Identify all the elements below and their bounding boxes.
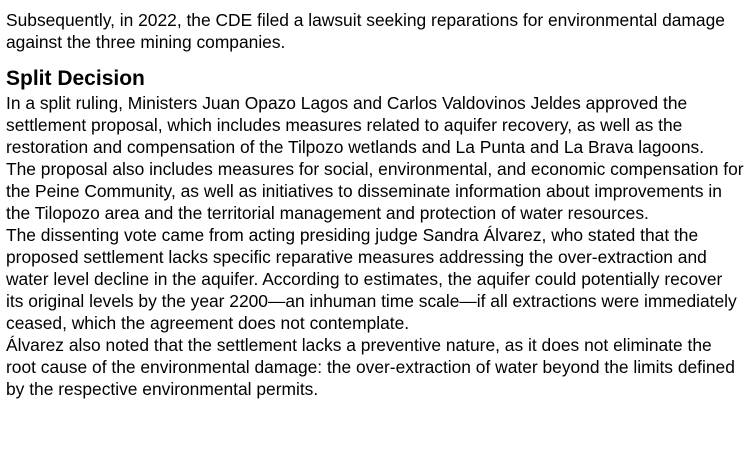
paragraph-ruling: In a split ruling, Ministers Juan Opazo Lagos and Carlos Valdovinos Jeldes approved the settlement proposal, which includes measures related to aquifer recovery, as well as the restoration and compensation of the Tilpozo wetlands and La Punta and La Brava lagoons. [6, 93, 705, 157]
paragraph-dissent: The dissenting vote came from acting presiding judge Sandra Álvarez, who stated that the proposed settlement lacks specific reparative measures addressing the over-extraction and water level decline in the aquifer. According to estimates, the aquifer could potentially recover its original levels by the year 2200—an inhuman time scale—if all extractions were immediately ceased, which the agreement does not contemplate. [6, 225, 737, 333]
paragraph-proposal: The proposal also includes measures for social, environmental, and economic compensation for the Peine Community, as well as initiatives to disseminate information about improvements in the Tilopozo area and the territorial management and protection of water resources. [6, 159, 744, 223]
intro-paragraph: Subsequently, in 2022, the CDE filed a lawsuit seeking reparations for environmental damage against the three mining companies. [6, 10, 725, 52]
paragraph-preventive: Álvarez also noted that the settlement lacks a preventive nature, as it does not eliminate the root cause of the environmental damage: the over-extraction of water beyond the limits defined by the respective environmental permits. [6, 335, 735, 399]
section-heading: Split Decision [6, 67, 145, 90]
